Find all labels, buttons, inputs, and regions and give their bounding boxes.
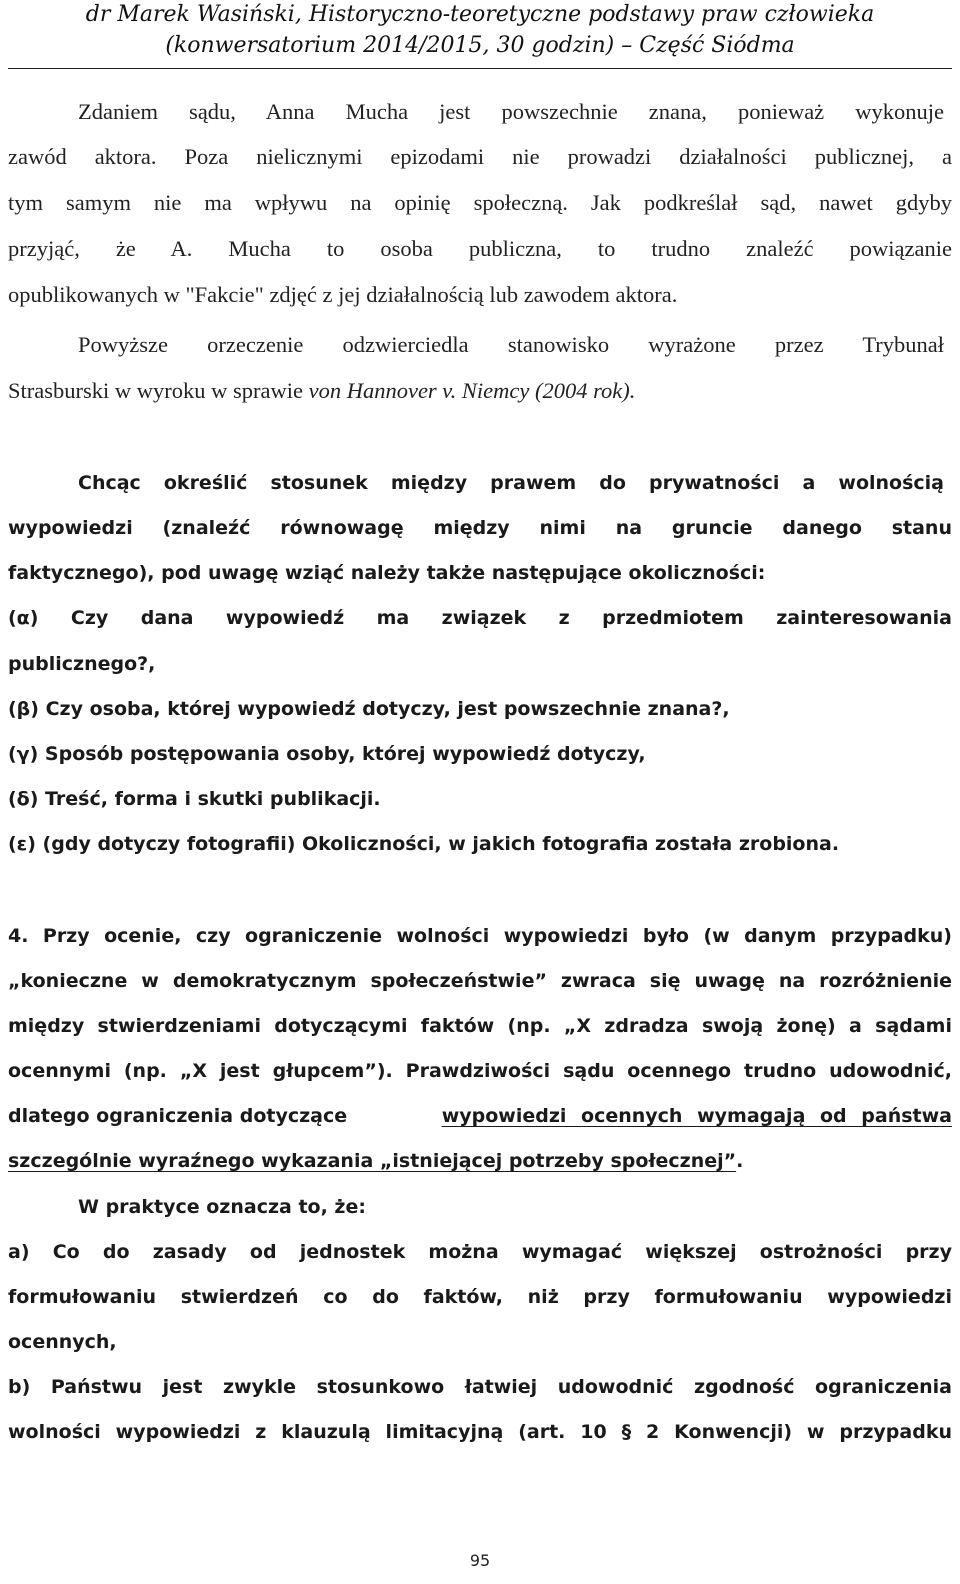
paragraph-1-line-4: przyjąć, że A. Mucha to osoba publiczna, to trudno znaleźć powiązanie (8, 236, 952, 261)
paragraph-2-text: Strasburski w wyroku w sprawie (8, 378, 309, 403)
underlined-emphasis-2: szczególnie wyraźnego wykazania „istniejącej potrzeby społecznej” (8, 1150, 737, 1172)
paragraph-4-line-2: „konieczne w demokratycznym społeczeństwie” zwraca się uwagę na rozróżnienie (8, 970, 952, 992)
point-a-line-1: a) Co do zasady od jednostek można wymagać większej ostrożności przy (8, 1241, 952, 1263)
paragraph-4-line-1: 4. Przy ocenie, czy ograniczenie wolności wypowiedzi było (w danym przypadku) (8, 925, 952, 947)
paragraph-3-line-2: wypowiedzi (znaleźć równowagę między nimi na gruncie danego stanu (8, 517, 952, 539)
point-a-line-3: ocennych, (8, 1331, 117, 1353)
paragraph-4-text: dlatego ograniczenia dotyczące (8, 1105, 348, 1127)
header-line-2: (konwersatorium 2014/2015, 30 godzin) – Część Siódma (165, 33, 795, 58)
underlined-emphasis-1: wypowiedzi ocennych wymagają od państwa (441, 1105, 952, 1127)
paragraph-4-end: . (736, 1150, 744, 1172)
header-line-1: dr Marek Wasiński, Historyczno-teoretyczne podstawy praw człowieka (85, 2, 875, 27)
paragraph-4-line-5 (8, 1105, 952, 1127)
paragraph-4-line-4: ocennymi (np. „X jest głupcem”). Prawdziwości sądu ocennego trudno udowodnić, (8, 1060, 952, 1082)
criterion-alpha-line-1: (α) Czy dana wypowiedź ma związek z przedmiotem zainteresowania (8, 607, 952, 629)
paragraph-1-line-3: tym samym nie ma wpływu na opinię społeczną. Jak podkreślał sąd, nawet gdyby (8, 190, 952, 215)
paragraph-2-line-1: Powyższe orzeczenie odzwierciedla stanowisko wyrażone przez Trybunał (78, 332, 944, 357)
point-b-line-1: b) Państwu jest zwykle stosunkowo łatwiej udowodnić zgodność ograniczenia (8, 1376, 952, 1398)
case-citation: von Hannover v. Niemcy (2004 rok). (308, 378, 636, 403)
criterion-beta: (β) Czy osoba, której wypowiedź dotyczy, jest powszechnie znana?, (8, 698, 730, 720)
paragraph-2-line-2 (8, 378, 952, 404)
paragraph-4-line-6 (8, 1150, 952, 1172)
paragraph-1-line-2: zawód aktora. Poza nielicznymi epizodami nie prowadzi działalności publicznej, a (8, 144, 952, 169)
criterion-delta: (δ) Treść, forma i skutki publikacji. (8, 788, 381, 810)
paragraph-5-intro: W praktyce oznacza to, że: (78, 1196, 366, 1218)
criterion-gamma: (γ) Sposób postępowania osoby, której wypowiedź dotyczy, (8, 743, 646, 765)
point-b-line-2: wolności wypowiedzi z klauzulą limitacyjną (art. 10 § 2 Konwencji) w przypadku (8, 1421, 952, 1443)
page-number: 95 (469, 1551, 491, 1570)
point-a-line-2: formułowaniu stwierdzeń co do faktów, niż przy formułowaniu wypowiedzi (8, 1286, 952, 1308)
paragraph-3-line-3: faktycznego), pod uwagę wziąć należy także następujące okoliczności: (8, 562, 766, 584)
paragraph-1-line-1: Zdaniem sądu, Anna Mucha jest powszechnie znana, ponieważ wykonuje (78, 99, 944, 124)
criterion-epsilon: (ε) (gdy dotyczy fotografii) Okoliczności, w jakich fotografia została zrobiona. (8, 833, 840, 855)
header-rule (8, 68, 952, 69)
paragraph-4-line-3: między stwierdzeniami dotyczącymi faktów (np. „X zdradza swoją żonę) a sądami (8, 1015, 952, 1037)
paragraph-3-line-1: Chcąc określić stosunek między prawem do prywatności a wolnością (78, 472, 944, 494)
paragraph-1-line-5: opublikowanych w "Fakcie" zdjęć z jej działalnością lub zawodem aktora. (8, 282, 678, 307)
criterion-alpha-line-2: publicznego?, (8, 653, 156, 675)
